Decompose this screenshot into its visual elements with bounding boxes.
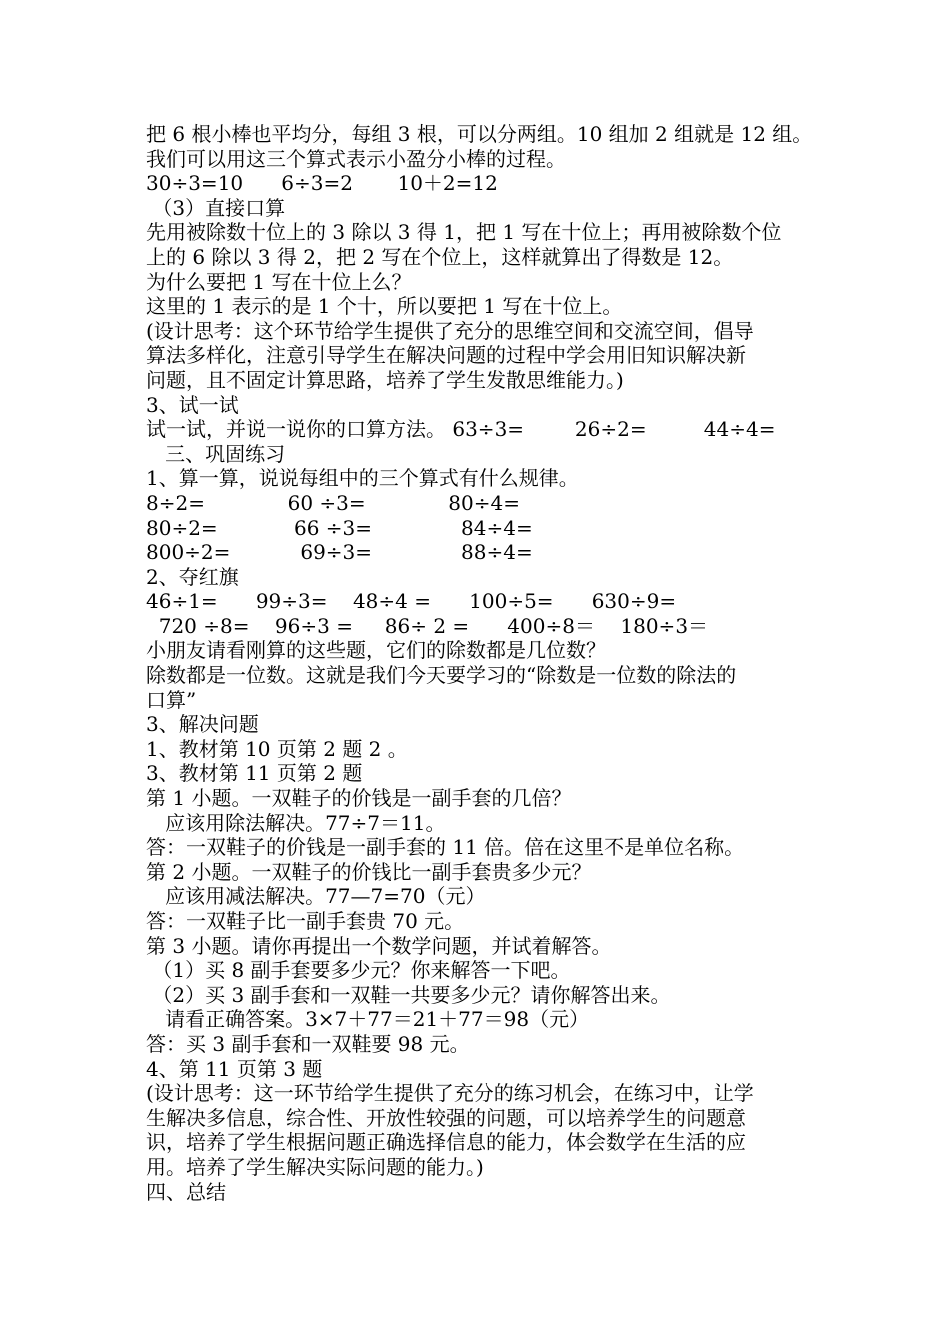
text-line: 第 2 小题。一双鞋子的价钱比一副手套贵多少元？ xyxy=(146,859,592,884)
text-line: 答：一双鞋子比一副手套贵 70 元。 xyxy=(146,909,465,933)
text-line: 三、巩固练习 xyxy=(146,441,286,466)
text-line: 生解决多信息，综合性、开放性较强的问题，可以培养学生的问题意 xyxy=(146,1105,746,1130)
text-line: 1、算一算，说说每组中的三个算式有什么规律。 xyxy=(146,466,579,491)
text-line: （2）买 3 副手套和一双鞋一共要多少元？请你解答出来。 xyxy=(146,982,671,1007)
text-line: 把 6 根小棒也平均分，每组 3 根，可以分两组。10 组加 2 组就是 12 组。 xyxy=(146,122,813,146)
text-line: 小朋友请看刚算的这些题，它们的除数都是几位数？ xyxy=(146,638,606,663)
text-line: （3）直接口算 xyxy=(146,195,286,220)
text-line: 2、夺红旗 xyxy=(146,564,239,589)
text-line: 800÷2= 69÷3= 88÷4= xyxy=(146,540,533,565)
text-line: 720 ÷8= 96÷3 = 86÷ 2 = 400÷8＝ 180÷3＝ xyxy=(146,613,709,638)
text-line: 应该用除法解决。77÷7＝11。 xyxy=(146,810,446,835)
text-line: 先用被除数十位上的 3 除以 3 得 1，把 1 写在十位上；再用被除数个位 xyxy=(146,220,782,245)
text-line: 1、教材第 10 页第 2 题 2 。 xyxy=(146,736,408,761)
text-line: 3、解决问题 xyxy=(146,712,259,737)
text-line: （1）买 8 副手套要多少元？你来解答一下吧。 xyxy=(146,958,571,983)
text-line: 答：买 3 副手套和一双鞋要 98 元。 xyxy=(146,1031,470,1056)
text-line: (设计思考：这个环节给学生提供了充分的思维空间和交流空间，倡导 xyxy=(146,318,754,343)
text-line: 用。培养了学生解决实际问题的能力。) xyxy=(146,1154,484,1179)
text-line: 答：一双鞋子的价钱是一副手套的 11 倍。倍在这里不是单位名称。 xyxy=(146,835,745,860)
text-line: 四、总结 xyxy=(146,1179,226,1204)
text-line: 30÷3=10 6÷3=2 10＋2=12 xyxy=(146,171,498,196)
text-line: 这里的 1 表示的是 1 个十，所以要把 1 写在十位上。 xyxy=(146,294,623,319)
text-line: 3、教材第 11 页第 2 题 xyxy=(146,761,363,786)
text-line: 8÷2= 60 ÷3= 80÷4= xyxy=(146,490,520,515)
text-line: 我们可以用这三个算式表示小盈分小棒的过程。 xyxy=(146,146,566,171)
text-line: 试一试，并说一说你的口算方法。 63÷3= 26÷2= 44÷4= xyxy=(146,417,776,442)
text-line: 口算” xyxy=(146,687,197,712)
text-line: 为什么要把 1 写在十位上么？ xyxy=(146,269,412,294)
text-line: 应该用减法解决。77—7=70（元） xyxy=(146,884,486,909)
text-line: 除数都是一位数。这就是我们今天要学习的“除数是一位数的除法的 xyxy=(146,663,737,688)
text-line: 请看正确答案。3×7＋77＝21＋77＝98（元） xyxy=(146,1007,590,1032)
document-body xyxy=(146,122,826,1204)
text-line: 第 3 小题。请你再提出一个数学问题，并试着解答。 xyxy=(146,933,612,958)
text-line: 识，培养了学生根据问题正确选择信息的能力，体会数学在生活的应 xyxy=(146,1130,746,1155)
text-line: 第 1 小题。一双鞋子的价钱是一副手套的几倍？ xyxy=(146,786,572,811)
text-line: 4、第 11 页第 3 题 xyxy=(146,1056,323,1081)
text-line: 算法多样化，注意引导学生在解决问题的过程中学会用旧知识解决新 xyxy=(146,343,746,368)
text-line: 问题，且不固定计算思路，培养了学生发散思维能力。) xyxy=(146,367,624,392)
text-line: 80÷2= 66 ÷3= 84÷4= xyxy=(146,515,533,540)
text-line: 46÷1= 99÷3= 48÷4 = 100÷5= 630÷9= xyxy=(146,589,677,614)
text-line: (设计思考：这一环节给学生提供了充分的练习机会，在练习中，让学 xyxy=(146,1081,754,1106)
text-line: 3、试一试 xyxy=(146,392,239,417)
text-line: 上的 6 除以 3 得 2，把 2 写在个位上，这样就算出了得数是 12。 xyxy=(146,244,734,269)
